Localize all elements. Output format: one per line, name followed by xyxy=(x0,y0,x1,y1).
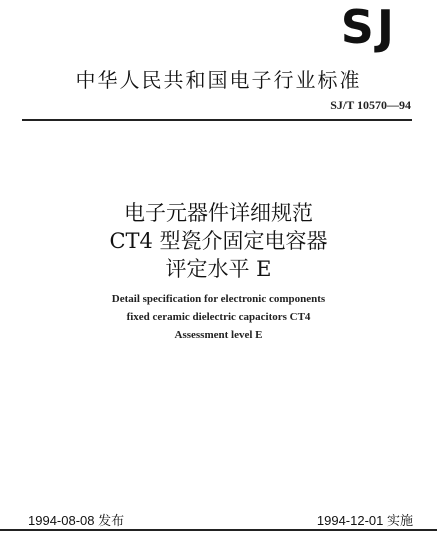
standard-category-title: 中华人民共和国电子行业标准 xyxy=(75,68,362,92)
footer-divider xyxy=(0,529,437,531)
chinese-title-line-1: 电子元器件详细规范 xyxy=(124,201,313,225)
issue-date: 1994-08-08 发布 xyxy=(28,513,125,528)
chinese-title-line-3: 评定水平 E xyxy=(165,257,272,281)
header-divider xyxy=(22,119,412,121)
chinese-title-line-2: CT4 型瓷介固定电容器 xyxy=(109,229,328,253)
standard-number: SJ/T 10570—94 xyxy=(330,98,411,112)
english-title-line-1: Detail specification for electronic components xyxy=(111,293,326,305)
english-title-line-3: Assessment level E xyxy=(174,329,263,341)
english-title-line-2: fixed ceramic dielectric capacitors CT4 xyxy=(126,311,311,323)
implementation-date: 1994-12-01 实施 xyxy=(316,513,413,528)
sj-logo: SJ xyxy=(340,0,397,54)
